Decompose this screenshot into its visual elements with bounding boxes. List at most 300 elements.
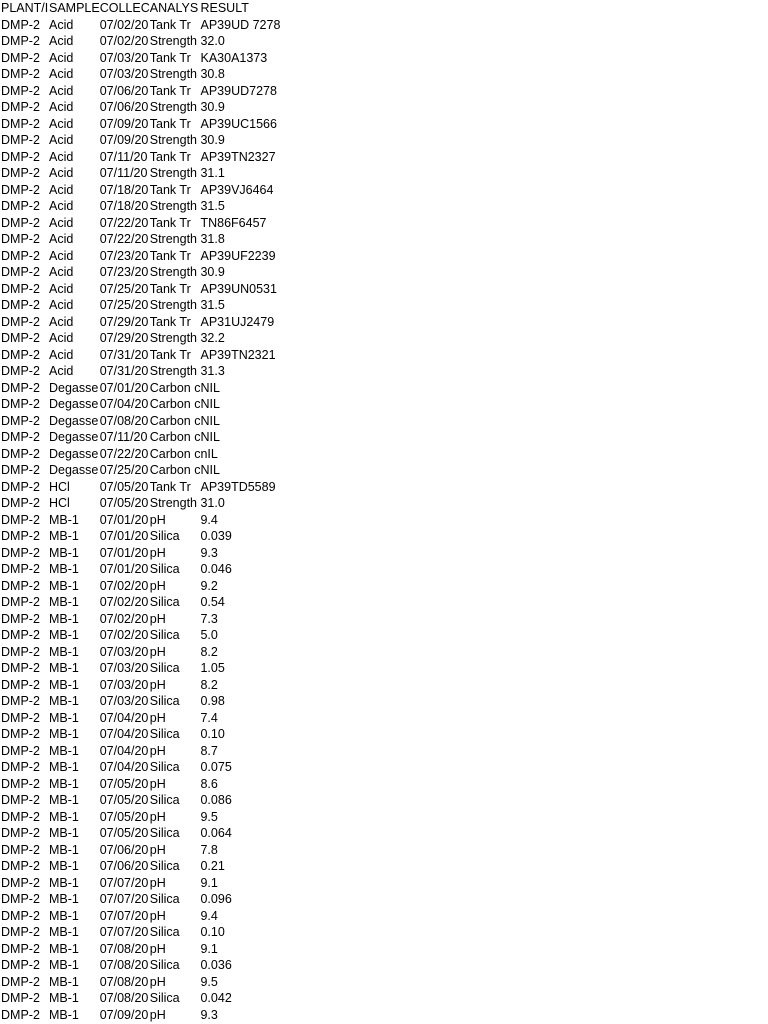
cell-collected[interactable]: 07/01/20 — [99, 380, 149, 395]
cell-collected[interactable]: 07/03/20 — [99, 67, 149, 81]
cell-analysis[interactable]: Strength — [149, 100, 198, 114]
cell-collected[interactable]: 07/03/20 — [99, 677, 149, 692]
cell-analysis[interactable]: Strength — [149, 34, 198, 48]
cell-collected[interactable]: 07/08/20 — [99, 941, 149, 956]
cell-sample[interactable]: MB-1 — [49, 512, 79, 527]
cell-analysis[interactable]: Silica — [149, 958, 180, 972]
cell-result[interactable]: TN86F6457 — [200, 215, 267, 230]
cell-collected[interactable]: 07/02/20 — [99, 17, 149, 32]
cell-plant[interactable]: DMP-2 — [1, 644, 40, 659]
cell-result[interactable]: 0.54 — [200, 595, 225, 609]
cell-plant[interactable]: DMP-2 — [1, 232, 40, 246]
cell-plant[interactable]: DMP-2 — [1, 611, 40, 626]
cell-result[interactable]: 7.8 — [200, 842, 218, 857]
cell-sample[interactable]: Acid — [49, 199, 74, 213]
cell-sample[interactable]: HCl — [49, 479, 70, 494]
cell-plant[interactable]: DMP-2 — [1, 991, 40, 1005]
cell-collected[interactable]: 07/09/20 — [99, 116, 149, 131]
cell-result[interactable]: 32.0 — [200, 34, 225, 48]
cell-collected[interactable]: 07/02/20 — [99, 628, 149, 642]
cell-analysis[interactable]: Strength — [149, 265, 198, 279]
cell-sample[interactable]: Acid — [49, 166, 74, 180]
cell-collected[interactable]: 07/25/20 — [99, 298, 149, 312]
cell-analysis[interactable]: Strength — [149, 496, 198, 510]
cell-plant[interactable]: DMP-2 — [1, 100, 40, 114]
cell-sample[interactable]: Acid — [49, 17, 74, 32]
cell-plant[interactable]: DMP-2 — [1, 941, 40, 956]
cell-plant[interactable]: DMP-2 — [1, 248, 40, 263]
cell-plant[interactable]: DMP-2 — [1, 925, 40, 939]
cell-plant[interactable]: DMP-2 — [1, 875, 40, 890]
cell-plant[interactable]: DMP-2 — [1, 1007, 40, 1022]
cell-result[interactable]: AP39TD5589 — [200, 479, 276, 494]
cell-analysis[interactable]: Tank Tr — [149, 149, 191, 164]
cell-sample[interactable]: MB-1 — [49, 644, 79, 659]
cell-collected[interactable]: 07/03/20 — [99, 661, 149, 675]
cell-result[interactable]: 8.2 — [200, 677, 218, 692]
cell-collected[interactable]: 07/02/20 — [99, 595, 149, 609]
cell-analysis[interactable]: pH — [149, 776, 166, 791]
header-cell-result[interactable]: RESULT — [200, 1, 249, 15]
cell-sample[interactable]: MB-1 — [49, 1007, 79, 1022]
cell-collected[interactable]: 07/02/20 — [99, 578, 149, 593]
cell-analysis[interactable]: Carbon c — [149, 430, 201, 444]
cell-plant[interactable]: DMP-2 — [1, 265, 40, 279]
cell-plant[interactable]: DMP-2 — [1, 743, 40, 758]
cell-plant[interactable]: DMP-2 — [1, 446, 40, 461]
cell-collected[interactable]: 07/01/20 — [99, 545, 149, 560]
cell-analysis[interactable]: pH — [149, 842, 166, 857]
cell-plant[interactable]: DMP-2 — [1, 578, 40, 593]
cell-plant[interactable]: DMP-2 — [1, 710, 40, 725]
cell-sample[interactable]: Degasse — [49, 380, 99, 395]
cell-result[interactable]: AP39UF2239 — [200, 248, 276, 263]
cell-result[interactable]: AP39TN2321 — [200, 347, 276, 362]
cell-collected[interactable]: 07/23/20 — [99, 265, 149, 279]
cell-result[interactable]: 0.075 — [200, 760, 232, 774]
cell-collected[interactable]: 07/04/20 — [99, 760, 149, 774]
cell-analysis[interactable]: pH — [149, 677, 166, 692]
cell-analysis[interactable]: Silica — [149, 991, 180, 1005]
cell-result[interactable]: 31.5 — [200, 298, 225, 312]
cell-analysis[interactable]: Tank Tr — [149, 182, 191, 197]
header-cell-sample[interactable]: SAMPLE — [49, 1, 100, 15]
cell-analysis[interactable]: Tank Tr — [149, 17, 191, 32]
cell-sample[interactable]: Acid — [49, 149, 74, 164]
cell-collected[interactable]: 07/31/20 — [99, 364, 149, 378]
cell-sample[interactable]: Acid — [49, 67, 74, 81]
cell-collected[interactable]: 07/08/20 — [99, 991, 149, 1005]
cell-sample[interactable]: Acid — [49, 34, 74, 48]
cell-analysis[interactable]: pH — [149, 875, 166, 890]
cell-sample[interactable]: MB-1 — [49, 628, 79, 642]
cell-analysis[interactable]: pH — [149, 578, 166, 593]
cell-analysis[interactable]: Silica — [149, 793, 180, 807]
cell-analysis[interactable]: Silica — [149, 529, 180, 543]
cell-result[interactable]: 0.046 — [200, 562, 232, 576]
cell-analysis[interactable]: Strength — [149, 166, 198, 180]
cell-analysis[interactable]: pH — [149, 908, 166, 923]
cell-collected[interactable]: 07/29/20 — [99, 331, 149, 345]
cell-collected[interactable]: 07/18/20 — [99, 199, 149, 213]
cell-analysis[interactable]: Silica — [149, 694, 180, 708]
cell-plant[interactable]: DMP-2 — [1, 496, 40, 510]
cell-analysis[interactable]: Tank Tr — [149, 83, 191, 98]
cell-result[interactable]: 1.05 — [200, 661, 225, 675]
cell-analysis[interactable]: Tank Tr — [149, 50, 191, 65]
cell-sample[interactable]: MB-1 — [49, 859, 79, 873]
cell-result[interactable]: 7.3 — [200, 611, 218, 626]
cell-analysis[interactable]: pH — [149, 941, 166, 956]
cell-collected[interactable]: 07/05/20 — [99, 793, 149, 807]
cell-result[interactable]: NIL — [200, 463, 220, 477]
cell-sample[interactable]: Acid — [49, 50, 74, 65]
cell-sample[interactable]: MB-1 — [49, 677, 79, 692]
cell-plant[interactable]: DMP-2 — [1, 628, 40, 642]
cell-sample[interactable]: Acid — [49, 298, 74, 312]
cell-plant[interactable]: DMP-2 — [1, 430, 40, 444]
cell-analysis[interactable]: Silica — [149, 661, 180, 675]
cell-plant[interactable]: DMP-2 — [1, 595, 40, 609]
cell-result[interactable]: 8.7 — [200, 743, 218, 758]
cell-sample[interactable]: MB-1 — [49, 809, 79, 824]
cell-plant[interactable]: DMP-2 — [1, 182, 40, 197]
cell-sample[interactable]: MB-1 — [49, 743, 79, 758]
cell-plant[interactable]: DMP-2 — [1, 677, 40, 692]
cell-analysis[interactable]: Tank Tr — [149, 314, 191, 329]
cell-result[interactable]: AP39UD7278 — [200, 83, 277, 98]
cell-sample[interactable]: Acid — [49, 100, 74, 114]
cell-collected[interactable]: 07/05/20 — [99, 496, 149, 510]
cell-sample[interactable]: MB-1 — [49, 908, 79, 923]
cell-plant[interactable]: DMP-2 — [1, 34, 40, 48]
cell-analysis[interactable]: Silica — [149, 628, 180, 642]
cell-plant[interactable]: DMP-2 — [1, 479, 40, 494]
cell-sample[interactable]: MB-1 — [49, 661, 79, 675]
cell-collected[interactable]: 07/09/20 — [99, 133, 149, 147]
cell-analysis[interactable]: Strength — [149, 133, 198, 147]
cell-result[interactable]: 9.3 — [200, 1007, 218, 1022]
cell-sample[interactable]: Acid — [49, 364, 74, 378]
cell-plant[interactable]: DMP-2 — [1, 694, 40, 708]
cell-analysis[interactable]: Tank Tr — [149, 281, 191, 296]
cell-result[interactable]: 31.3 — [200, 364, 225, 378]
cell-result[interactable]: 0.98 — [200, 694, 225, 708]
cell-plant[interactable]: DMP-2 — [1, 727, 40, 741]
cell-collected[interactable]: 07/11/20 — [99, 149, 148, 164]
cell-sample[interactable]: MB-1 — [49, 694, 79, 708]
cell-analysis[interactable]: pH — [149, 611, 166, 626]
cell-sample[interactable]: MB-1 — [49, 793, 79, 807]
cell-result[interactable]: 0.042 — [200, 991, 232, 1005]
cell-plant[interactable]: DMP-2 — [1, 215, 40, 230]
cell-analysis[interactable]: pH — [149, 809, 166, 824]
cell-collected[interactable]: 07/04/20 — [99, 397, 149, 411]
cell-collected[interactable]: 07/02/20 — [99, 611, 149, 626]
cell-result[interactable]: AP39UC1566 — [200, 116, 277, 131]
cell-collected[interactable]: 07/05/20 — [99, 809, 149, 824]
cell-analysis[interactable]: pH — [149, 710, 166, 725]
cell-sample[interactable]: MB-1 — [49, 974, 79, 989]
cell-result[interactable]: 31.5 — [200, 199, 225, 213]
cell-result[interactable]: AP39TN2327 — [200, 149, 276, 164]
cell-plant[interactable]: DMP-2 — [1, 793, 40, 807]
cell-sample[interactable]: Degasse — [49, 430, 99, 444]
cell-analysis[interactable]: pH — [149, 974, 166, 989]
cell-analysis[interactable]: Tank Tr — [149, 479, 191, 494]
cell-plant[interactable]: DMP-2 — [1, 380, 40, 395]
cell-analysis[interactable]: Silica — [149, 925, 180, 939]
header-cell-collected[interactable]: COLLEC — [99, 1, 150, 15]
cell-analysis[interactable]: Strength — [149, 67, 198, 81]
cell-sample[interactable]: Acid — [49, 248, 74, 263]
cell-collected[interactable]: 07/08/20 — [99, 958, 149, 972]
cell-collected[interactable]: 07/02/20 — [99, 34, 149, 48]
cell-analysis[interactable]: Carbon c — [149, 397, 201, 411]
cell-plant[interactable]: DMP-2 — [1, 908, 40, 923]
cell-result[interactable]: nIL — [200, 446, 218, 461]
cell-result[interactable]: AP39VJ6464 — [200, 182, 274, 197]
cell-result[interactable]: 0.036 — [200, 958, 232, 972]
cell-sample[interactable]: MB-1 — [49, 991, 79, 1005]
cell-collected[interactable]: 07/03/20 — [99, 50, 149, 65]
cell-plant[interactable]: DMP-2 — [1, 116, 40, 131]
cell-collected[interactable]: 07/03/20 — [99, 694, 149, 708]
cell-analysis[interactable]: Silica — [149, 595, 180, 609]
cell-collected[interactable]: 07/05/20 — [99, 479, 149, 494]
cell-collected[interactable]: 07/01/20 — [99, 562, 149, 576]
cell-collected[interactable]: 07/22/20 — [99, 232, 149, 246]
cell-analysis[interactable]: Silica — [149, 562, 180, 576]
cell-result[interactable]: 9.4 — [200, 512, 218, 527]
cell-result[interactable]: 0.039 — [200, 529, 232, 543]
cell-collected[interactable]: 07/03/20 — [99, 644, 149, 659]
cell-result[interactable]: 30.8 — [200, 67, 225, 81]
cell-analysis[interactable]: Tank Tr — [149, 116, 191, 131]
cell-sample[interactable]: MB-1 — [49, 875, 79, 890]
cell-sample[interactable]: Acid — [49, 347, 74, 362]
cell-collected[interactable]: 07/29/20 — [99, 314, 149, 329]
cell-collected[interactable]: 07/07/20 — [99, 875, 149, 890]
cell-result[interactable]: 0.064 — [200, 826, 232, 840]
cell-plant[interactable]: DMP-2 — [1, 17, 40, 32]
cell-sample[interactable]: MB-1 — [49, 578, 79, 593]
cell-plant[interactable]: DMP-2 — [1, 83, 40, 98]
cell-sample[interactable]: Degasse — [49, 446, 99, 461]
cell-result[interactable]: 9.2 — [200, 578, 218, 593]
cell-collected[interactable]: 07/11/20 — [99, 166, 148, 180]
cell-analysis[interactable]: Silica — [149, 727, 180, 741]
cell-plant[interactable]: DMP-2 — [1, 331, 40, 345]
cell-result[interactable]: 9.1 — [200, 875, 218, 890]
cell-collected[interactable]: 07/06/20 — [99, 842, 149, 857]
cell-analysis[interactable]: Strength — [149, 232, 198, 246]
cell-collected[interactable]: 07/07/20 — [99, 925, 149, 939]
cell-sample[interactable]: MB-1 — [49, 710, 79, 725]
cell-analysis[interactable]: Strength — [149, 298, 198, 312]
cell-result[interactable]: 9.5 — [200, 974, 218, 989]
cell-result[interactable]: 30.9 — [200, 100, 225, 114]
cell-analysis[interactable]: Carbon c — [149, 463, 201, 477]
cell-collected[interactable]: 07/25/20 — [99, 281, 149, 296]
cell-result[interactable]: 9.3 — [200, 545, 218, 560]
cell-plant[interactable]: DMP-2 — [1, 413, 40, 428]
header-cell-analysis[interactable]: ANALYS — [149, 1, 199, 15]
cell-plant[interactable]: DMP-2 — [1, 364, 40, 378]
cell-plant[interactable]: DMP-2 — [1, 314, 40, 329]
cell-sample[interactable]: MB-1 — [49, 892, 79, 906]
cell-plant[interactable]: DMP-2 — [1, 298, 40, 312]
cell-plant[interactable]: DMP-2 — [1, 149, 40, 164]
cell-sample[interactable]: MB-1 — [49, 776, 79, 791]
cell-result[interactable]: AP39UN0531 — [200, 281, 277, 296]
cell-sample[interactable]: Degasse — [49, 463, 99, 477]
cell-analysis[interactable]: Silica — [149, 859, 180, 873]
cell-analysis[interactable]: Silica — [149, 826, 180, 840]
cell-collected[interactable]: 07/07/20 — [99, 892, 149, 906]
cell-sample[interactable]: MB-1 — [49, 595, 79, 609]
cell-collected[interactable]: 07/01/20 — [99, 529, 149, 543]
cell-collected[interactable]: 07/04/20 — [99, 727, 149, 741]
cell-collected[interactable]: 07/22/20 — [99, 446, 149, 461]
cell-collected[interactable]: 07/05/20 — [99, 776, 149, 791]
cell-collected[interactable]: 07/06/20 — [99, 859, 149, 873]
cell-collected[interactable]: 07/09/20 — [99, 1007, 149, 1022]
cell-analysis[interactable]: Tank Tr — [149, 347, 191, 362]
cell-collected[interactable]: 07/22/20 — [99, 215, 149, 230]
cell-analysis[interactable]: pH — [149, 743, 166, 758]
cell-sample[interactable]: MB-1 — [49, 611, 79, 626]
cell-sample[interactable]: MB-1 — [49, 842, 79, 857]
cell-sample[interactable]: Acid — [49, 281, 74, 296]
cell-result[interactable]: NIL — [200, 397, 220, 411]
cell-plant[interactable]: DMP-2 — [1, 809, 40, 824]
cell-analysis[interactable]: pH — [149, 644, 166, 659]
cell-plant[interactable]: DMP-2 — [1, 661, 40, 675]
cell-sample[interactable]: MB-1 — [49, 826, 79, 840]
cell-analysis[interactable]: Carbon c — [149, 413, 201, 428]
cell-result[interactable]: 0.086 — [200, 793, 232, 807]
cell-plant[interactable]: DMP-2 — [1, 545, 40, 560]
cell-sample[interactable]: Acid — [49, 215, 74, 230]
cell-result[interactable]: 32.2 — [200, 331, 225, 345]
cell-result[interactable]: 9.1 — [200, 941, 218, 956]
cell-result[interactable]: 8.2 — [200, 644, 218, 659]
cell-result[interactable]: 30.9 — [200, 133, 225, 147]
cell-analysis[interactable]: pH — [149, 1007, 166, 1022]
cell-plant[interactable]: DMP-2 — [1, 974, 40, 989]
cell-plant[interactable]: DMP-2 — [1, 958, 40, 972]
cell-result[interactable]: KA30A1373 — [200, 50, 268, 65]
cell-sample[interactable]: Acid — [49, 314, 74, 329]
cell-sample[interactable]: Acid — [49, 232, 74, 246]
cell-result[interactable]: 30.9 — [200, 265, 225, 279]
cell-analysis[interactable]: Carbon c — [149, 446, 201, 461]
cell-sample[interactable]: MB-1 — [49, 545, 79, 560]
cell-sample[interactable]: Acid — [49, 265, 74, 279]
cell-plant[interactable]: DMP-2 — [1, 67, 40, 81]
cell-analysis[interactable]: pH — [149, 545, 166, 560]
cell-collected[interactable]: 07/01/20 — [99, 512, 149, 527]
cell-collected[interactable]: 07/08/20 — [99, 974, 149, 989]
cell-collected[interactable]: 07/08/20 — [99, 413, 149, 428]
cell-result[interactable]: 0.10 — [200, 727, 225, 741]
cell-plant[interactable]: DMP-2 — [1, 463, 40, 477]
cell-collected[interactable]: 07/04/20 — [99, 710, 149, 725]
cell-collected[interactable]: 07/07/20 — [99, 908, 149, 923]
cell-sample[interactable]: MB-1 — [49, 941, 79, 956]
cell-plant[interactable]: DMP-2 — [1, 133, 40, 147]
cell-sample[interactable]: MB-1 — [49, 727, 79, 741]
cell-sample[interactable]: MB-1 — [49, 760, 79, 774]
cell-result[interactable]: 31.0 — [200, 496, 225, 510]
cell-analysis[interactable]: Tank Tr — [149, 215, 191, 230]
cell-analysis[interactable]: Strength — [149, 199, 198, 213]
cell-plant[interactable]: DMP-2 — [1, 512, 40, 527]
cell-sample[interactable]: Acid — [49, 331, 74, 345]
cell-collected[interactable]: 07/11/20 — [99, 430, 148, 444]
cell-sample[interactable]: Acid — [49, 133, 74, 147]
cell-sample[interactable]: Degasse — [49, 413, 99, 428]
cell-sample[interactable]: MB-1 — [49, 925, 79, 939]
cell-collected[interactable]: 07/05/20 — [99, 826, 149, 840]
cell-plant[interactable]: DMP-2 — [1, 529, 40, 543]
cell-collected[interactable]: 07/06/20 — [99, 100, 149, 114]
cell-analysis[interactable]: Silica — [149, 892, 180, 906]
cell-result[interactable]: 8.6 — [200, 776, 218, 791]
cell-plant[interactable]: DMP-2 — [1, 892, 40, 906]
cell-result[interactable]: 31.1 — [200, 166, 225, 180]
cell-analysis[interactable]: Tank Tr — [149, 248, 191, 263]
cell-result[interactable]: 7.4 — [200, 710, 218, 725]
cell-plant[interactable]: DMP-2 — [1, 859, 40, 873]
cell-result[interactable]: 0.10 — [200, 925, 225, 939]
cell-analysis[interactable]: Strength — [149, 364, 198, 378]
cell-result[interactable]: NIL — [200, 413, 220, 428]
cell-plant[interactable]: DMP-2 — [1, 826, 40, 840]
cell-plant[interactable]: DMP-2 — [1, 562, 40, 576]
cell-result[interactable]: 5.0 — [200, 628, 218, 642]
cell-analysis[interactable]: Carbon c — [149, 380, 201, 395]
cell-sample[interactable]: MB-1 — [49, 562, 79, 576]
cell-plant[interactable]: DMP-2 — [1, 397, 40, 411]
cell-collected[interactable]: 07/25/20 — [99, 463, 149, 477]
cell-collected[interactable]: 07/04/20 — [99, 743, 149, 758]
cell-analysis[interactable]: Strength — [149, 331, 198, 345]
cell-collected[interactable]: 07/18/20 — [99, 182, 149, 197]
cell-analysis[interactable]: Silica — [149, 760, 180, 774]
cell-sample[interactable]: Degasse — [49, 397, 99, 411]
cell-plant[interactable]: DMP-2 — [1, 199, 40, 213]
cell-sample[interactable]: HCl — [49, 496, 70, 510]
cell-sample[interactable]: Acid — [49, 182, 74, 197]
cell-collected[interactable]: 07/06/20 — [99, 83, 149, 98]
cell-plant[interactable]: DMP-2 — [1, 281, 40, 296]
cell-plant[interactable]: DMP-2 — [1, 760, 40, 774]
cell-result[interactable]: 0.21 — [200, 859, 225, 873]
cell-sample[interactable]: Acid — [49, 83, 74, 98]
cell-sample[interactable]: MB-1 — [49, 529, 79, 543]
cell-collected[interactable]: 07/31/20 — [99, 347, 149, 362]
cell-result[interactable]: AP39UD 7278 — [200, 17, 281, 32]
cell-result[interactable]: NIL — [200, 430, 220, 444]
cell-analysis[interactable]: pH — [149, 512, 166, 527]
cell-result[interactable]: 9.5 — [200, 809, 218, 824]
cell-result[interactable]: 0.096 — [200, 892, 232, 906]
cell-plant[interactable]: DMP-2 — [1, 776, 40, 791]
cell-collected[interactable]: 07/23/20 — [99, 248, 149, 263]
cell-plant[interactable]: DMP-2 — [1, 347, 40, 362]
